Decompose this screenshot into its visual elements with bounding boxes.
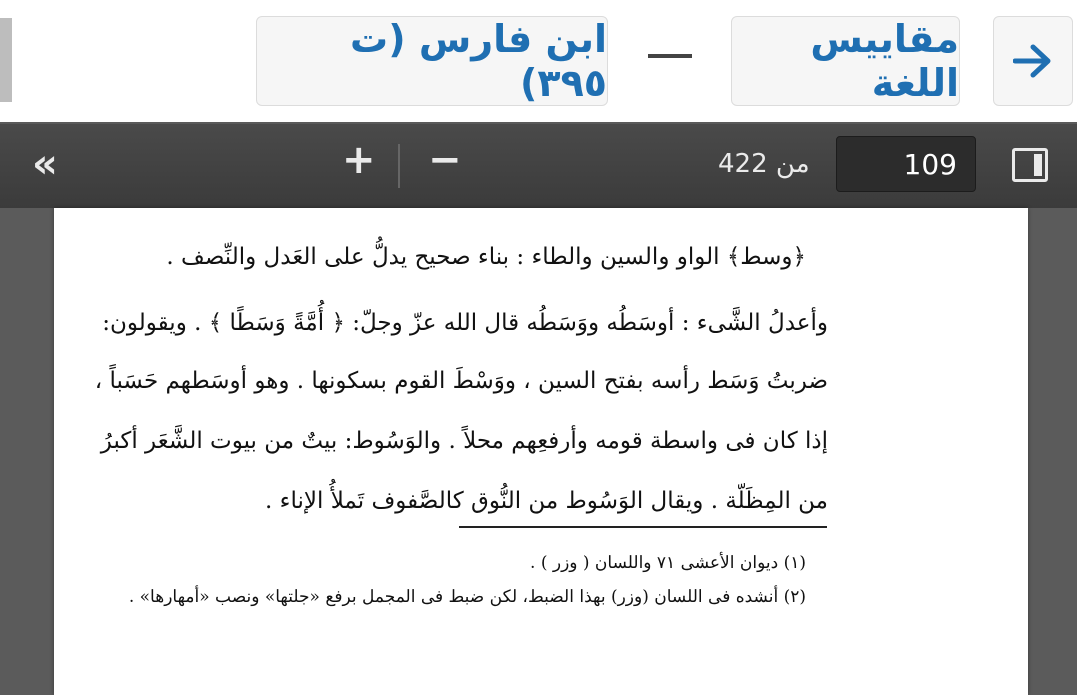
zoom-out-button[interactable]: − — [428, 137, 462, 183]
book-title-label: مقاييس اللغة — [810, 17, 959, 105]
zoom-in-button[interactable]: + — [342, 137, 376, 183]
author-label: ابن فارس (ت ٣٩٥) — [350, 17, 607, 105]
forward-button[interactable] — [993, 16, 1073, 106]
sidebar-toggle-icon[interactable] — [1012, 148, 1048, 182]
title-separator — [648, 54, 692, 58]
reader-toolbar — [0, 122, 1077, 208]
current-page-value: 109 — [903, 147, 957, 181]
page-number-input[interactable] — [836, 136, 976, 192]
page-line-5: من المِظَلّة . ويقال الوَسُوط من النُّوق كالصَّفوف تَملأُ الإناء . — [265, 488, 828, 514]
page-line-2: وأعدلُ الشَّىء : أوسَطُه ووَسَطُه قال الله عزّ وجلّ: ﴿ أُمَّةً وَسَطًا ﴾ . ويقولون: — [102, 310, 828, 336]
author-chip[interactable] — [256, 16, 608, 106]
document-viewer[interactable] — [0, 208, 1077, 695]
book-title-chip[interactable] — [731, 16, 960, 106]
collapse-icon[interactable]: « — [32, 141, 48, 187]
page-total-label: من 422 — [718, 149, 810, 179]
arrow-right-icon — [1013, 44, 1053, 78]
page-line-1: ﴿وسط﴾ الواو والسين والطاء : بناء صحيح يدلُّ على العَدل والنِّصف . — [166, 244, 806, 270]
page-line-3: ضربتُ وَسَط رأسه بفتح السين ، ووَسْطَ القوم بسكونها . وهو أوسَطهم حَسَباً ، — [94, 368, 828, 394]
footnote-1: (١) ديوان الأعشى ٧١ واللسان ( وزر ) . — [530, 553, 806, 573]
footnote-divider — [459, 526, 827, 528]
page-line-4: إذا كان فى واسطة قومه وأرفعِهم محلاً . والوَسُوط: بيتٌ من بيوت الشَّعَر أكبرُ — [100, 428, 828, 454]
toolbar-divider — [398, 144, 400, 188]
title-bar — [0, 0, 1077, 122]
scrollbar-edge — [0, 18, 12, 102]
document-page — [54, 208, 1028, 695]
footnote-2: (٢) أنشده فى اللسان (وزر) بهذا الضبط، لكن ضبط فى المجمل برفع «جلتها» ونصب «أمهارها» . — [128, 587, 806, 607]
